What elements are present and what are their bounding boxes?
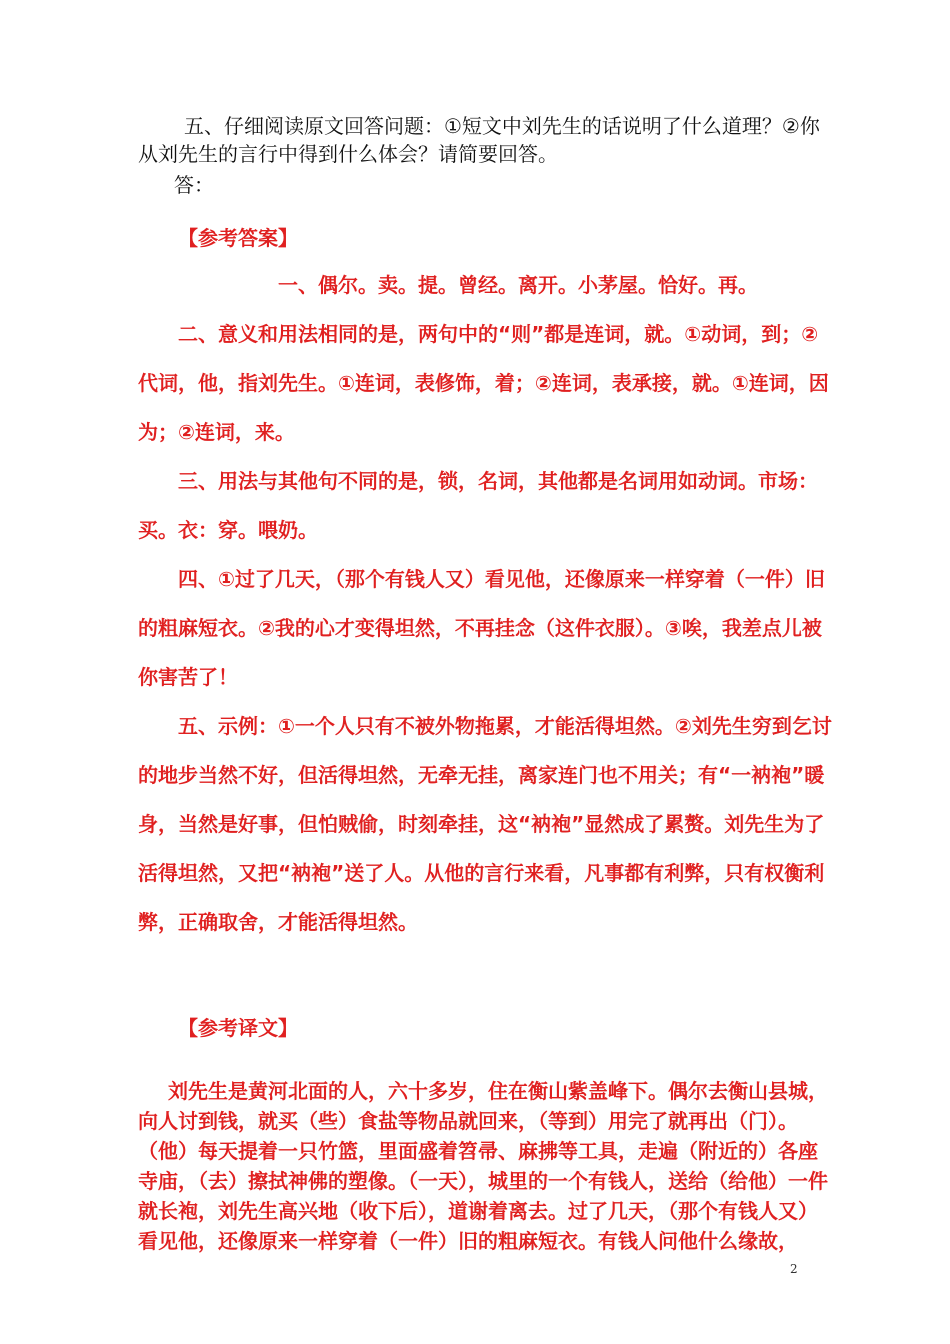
translation-text: 刘先生是黄河北面的人，六十多岁，住在衡山紫盖峰下。偶尔去衡山县城，向人讨到钱，就买（些）食盐等物品就回来，（等到）用完了就再出（门）。（他）每天提着一只竹篮，里面盛着笤帚、麻拂等工具，走遍（附近的）各座寺庙，（去）擦拭神佛的塑像。（一天），城里的一个有钱人，送给（给他）一件就长袍，刘先生高兴地（收下后），道谢着离去。过了几天，（那个有钱人又）看见他，还像原来一样穿着（一件）旧的粗麻短衣。有钱人问他什么缘故， <box>138 1079 828 1253</box>
answer-item-3: 三、用法与其他句不同的是，锁，名词，其他都是名词用如动词。市场：买。衣：穿。喂奶。 <box>138 469 818 542</box>
answer-label: 答： <box>174 173 214 197</box>
reference-translation-body <box>138 1076 828 1256</box>
page-number: 2 <box>790 1262 798 1276</box>
answer-item-2: 二、意义和用法相同的是，两句中的“则”都是连词，就。①动词，到；②代词，他，指刘先生。①连词，表修饰，着；②连词，表承接，就。①连词，因为；②连词，来。 <box>138 322 829 444</box>
answer-item-4: 四、①过了几天，（那个有钱人又）看见他，还像原来一样穿着（一件）旧的粗麻短衣。②我的心才变得坦然，不再挂念（这件衣服）。③唉，我差点儿被你害苦了！ <box>138 567 825 689</box>
answer-item-1: 一、偶尔。卖。提。曾经。离开。小茅屋。恰好。再。 <box>278 273 758 297</box>
question-block <box>138 112 838 199</box>
answer-item-5: 五、示例：①一个人只有不被外物拖累，才能活得坦然。②刘先生穷到乞讨的地步当然不好，但活得坦然，无牵无挂，离家连门也不用关；有“一衲袍”暖身，当然是好事，但怕贼偷，时刻牵挂，这“衲袍”显然成了累赘。刘先生为了活得坦然，又把“衲袍”送了人。从他的言行来看，凡事都有利弊，只有权衡利弊，正确取舍，才能活得坦然。 <box>138 714 832 934</box>
question-prompt: 五、仔细阅读原文回答问题：①短文中刘先生的话说明了什么道理？②你从刘先生的言行中得到什么体会？请简要回答。 <box>138 114 820 166</box>
reference-translation-heading: 【参考译文】 <box>178 1016 298 1040</box>
reference-answer-body <box>138 261 838 947</box>
reference-answer-heading: 【参考答案】 <box>178 226 298 250</box>
